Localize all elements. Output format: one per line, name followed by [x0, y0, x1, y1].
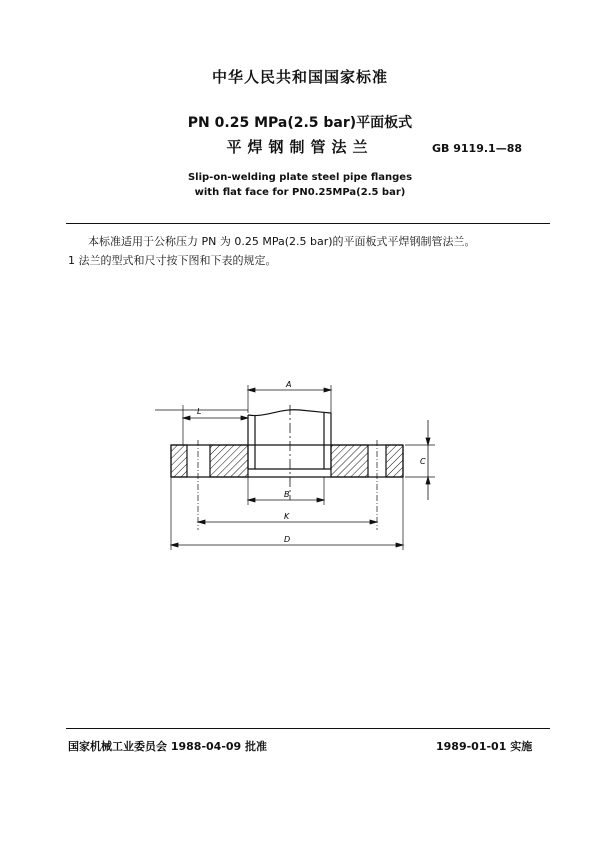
dim-label-D: D [284, 535, 291, 544]
scope-paragraph: 本标准适用于公称压力 PN 为 0.25 MPa(2.5 bar)的平面板式平焊钢制管法兰。 [88, 235, 476, 248]
flange-section-hatching [171, 445, 403, 477]
effective-date: 1989-01-01 实施 [436, 740, 533, 753]
national-standard-header: 中华人民共和国国家标准 [211, 68, 388, 86]
title-english-line2: with flat face for PN0.25MPa(2.5 bar) [194, 187, 406, 198]
standard-number: GB 9119.1—88 [432, 142, 522, 155]
dim-label-A: A [286, 380, 292, 389]
dim-label-L: L [197, 407, 202, 416]
approval-line: 国家机械工业委员会 1988-04-09 批准 [68, 740, 268, 753]
dim-label-K: K [284, 512, 290, 521]
title-chinese-line1: PN 0.25 MPa(2.5 bar)平面板式 [187, 115, 413, 131]
dim-label-B: B [284, 490, 290, 499]
bottom-divider [66, 728, 550, 729]
dim-label-C: C [420, 457, 426, 466]
clause-1-paragraph: 1 法兰的型式和尺寸按下图和下表的规定。 [68, 254, 277, 267]
title-chinese-line2: 平焊钢制管法兰 [226, 138, 374, 156]
title-english-line1: Slip-on-welding plate steel pipe flanges [187, 172, 413, 183]
pipe-outline [248, 410, 331, 469]
